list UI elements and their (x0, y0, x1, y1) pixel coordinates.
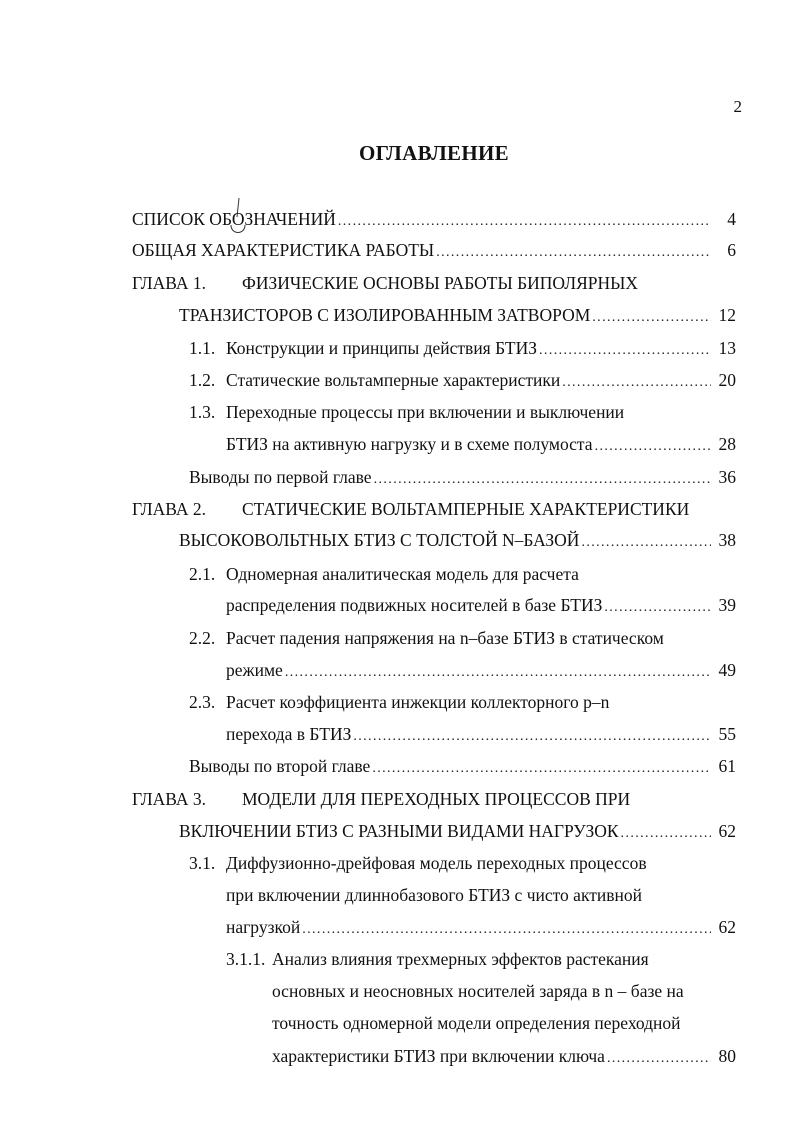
dot-leader (595, 434, 711, 457)
section-title: нагрузкой (226, 917, 301, 937)
section-title: Статические вольтамперные характеристики (226, 370, 561, 390)
section-title: режиме (226, 660, 283, 680)
toc-section-3-1-line1[interactable] (189, 850, 736, 876)
chapter-title: СТАТИЧЕСКИЕ ВОЛЬТАМПЕРНЫЕ ХАРАКТЕРИСТИКИ (242, 499, 690, 519)
section-number: 1.1. (189, 338, 216, 358)
section-number: 1.3. (189, 402, 216, 422)
toc-page-number: 12 (718, 305, 736, 325)
subsection-title: Анализ влияния трехмерных эффектов растекания (272, 949, 649, 969)
toc-page-number: 4 (727, 209, 736, 229)
toc-entry-general[interactable] (132, 237, 736, 263)
page-number: 2 (733, 97, 742, 116)
toc-subsection-3-1-1-line2[interactable] (272, 978, 736, 1004)
dot-leader (581, 530, 711, 553)
toc-section-2-2-line2[interactable] (226, 657, 736, 683)
toc-section-2-3-line2[interactable] (226, 721, 736, 747)
toc-section-3-1-line3[interactable] (226, 914, 736, 940)
chapter-number: ГЛАВА 1. (132, 273, 207, 293)
toc-section-1-3-line2[interactable] (226, 431, 736, 457)
toc-page-number: 20 (718, 370, 736, 390)
section-title: Одномерная аналитическая модель для расчета (226, 564, 579, 584)
toc-subsection-3-1-1-line4[interactable] (272, 1043, 736, 1069)
section-title: Расчет падения напряжения на n–базе БТИЗ в статическом (226, 628, 664, 648)
toc-section-2-3-line1[interactable] (189, 689, 736, 715)
toc-subsection-3-1-1-line3[interactable] (272, 1010, 736, 1036)
toc-page-number: 38 (718, 530, 736, 550)
toc-section-1-1[interactable] (189, 335, 736, 361)
section-number: 2.1. (189, 564, 216, 584)
toc-chapter-3-line1[interactable] (132, 786, 742, 812)
toc-conclusions-2[interactable] (189, 753, 736, 779)
dot-leader (302, 917, 711, 940)
section-title: БТИЗ на активную нагрузку и в схеме полумоста (226, 434, 593, 454)
dot-leader (353, 724, 711, 747)
toc-section-2-2-line1[interactable] (189, 625, 736, 651)
toc-page-number: 62 (718, 821, 736, 841)
dot-leader (374, 467, 711, 490)
dot-leader (338, 209, 711, 232)
toc-page-number: 36 (718, 467, 736, 487)
dot-leader (285, 660, 711, 683)
toc-entry-text: СПИСОК ОБОЗНАЧЕНИЙ (132, 209, 336, 229)
dot-leader (592, 305, 711, 328)
section-number: 2.3. (189, 692, 216, 712)
toc-chapter-1-line2[interactable] (179, 302, 736, 328)
toc-page-number: 13 (718, 338, 736, 358)
section-title: распределения подвижных носителей в базе БТИЗ (226, 595, 603, 615)
chapter-title: МОДЕЛИ ДЛЯ ПЕРЕХОДНЫХ ПРОЦЕССОВ ПРИ (242, 789, 631, 809)
section-title: Выводы по второй главе (189, 756, 371, 776)
toc-page-number: 62 (718, 917, 736, 937)
toc-conclusions-1[interactable] (189, 464, 736, 490)
section-number: 3.1. (189, 853, 216, 873)
toc-page-number: 28 (718, 434, 736, 454)
toc-chapter-2-line1[interactable] (132, 496, 742, 522)
toc-section-3-1-line2[interactable] (226, 882, 736, 908)
dot-leader (372, 756, 711, 779)
chapter-title: ФИЗИЧЕСКИЕ ОСНОВЫ РАБОТЫ БИПОЛЯРНЫХ (242, 273, 639, 293)
chapter-title: ТРАНЗИСТОРОВ С ИЗОЛИРОВАННЫМ ЗАТВОРОМ (179, 305, 591, 325)
toc-page-number: 61 (718, 756, 736, 776)
section-title: Расчет коэффициента инжекции коллекторного p–n (226, 692, 610, 712)
chapter-title: ВКЛЮЧЕНИИ БТИЗ С РАЗНЫМИ ВИДАМИ НАГРУЗОК (179, 821, 619, 841)
section-title: при включении длиннобазового БТИЗ с чисто активной (226, 885, 642, 905)
dot-leader (436, 240, 711, 263)
dot-leader (604, 595, 711, 618)
toc-page-number: 6 (727, 240, 736, 260)
subsection-title: характеристики БТИЗ при включении ключа (272, 1046, 605, 1066)
toc-page-number: 49 (718, 660, 736, 680)
toc-page-number: 80 (718, 1046, 736, 1066)
toc-subsection-3-1-1-line1[interactable] (226, 946, 736, 972)
section-title: Выводы по первой главе (189, 467, 372, 487)
toc-section-2-1-line2[interactable] (226, 592, 736, 618)
toc-title: ОГЛАВЛЕНИЕ (359, 141, 509, 165)
toc-section-1-2[interactable] (189, 367, 736, 393)
toc-chapter-1-line1[interactable] (132, 270, 742, 296)
chapter-number: ГЛАВА 2. (132, 499, 207, 519)
dot-leader (562, 370, 711, 393)
section-title: перехода в БТИЗ (226, 724, 352, 744)
subsection-number: 3.1.1. (226, 949, 266, 969)
toc-page-number: 55 (718, 724, 736, 744)
section-number: 1.2. (189, 370, 216, 390)
toc-chapter-3-line2[interactable] (179, 818, 736, 844)
chapter-title: ВЫСОКОВОЛЬТНЫХ БТИЗ С ТОЛСТОЙ N–БАЗОЙ (179, 530, 580, 550)
toc-section-1-3-line1[interactable] (189, 399, 736, 425)
dot-leader (621, 821, 711, 844)
section-title: Конструкции и принципы действия БТИЗ (226, 338, 538, 358)
section-title: Диффузионно-дрейфовая модель переходных процессов (226, 853, 647, 873)
toc-section-2-1-line1[interactable] (189, 561, 736, 587)
section-number: 2.2. (189, 628, 216, 648)
toc-entry-abbreviations[interactable] (132, 206, 736, 232)
toc-page-number: 39 (718, 595, 736, 615)
dot-leader (539, 338, 711, 361)
subsection-title: основных и неосновных носителей заряда в n – базе на (272, 981, 684, 1001)
toc-entry-text: ОБЩАЯ ХАРАКТЕРИСТИКА РАБОТЫ (132, 240, 435, 260)
dot-leader (607, 1046, 711, 1069)
section-title: Переходные процессы при включении и выключении (226, 402, 625, 422)
toc-chapter-2-line2[interactable] (179, 527, 736, 553)
subsection-title: точность одномерной модели определения переходной (272, 1013, 681, 1033)
chapter-number: ГЛАВА 3. (132, 789, 207, 809)
